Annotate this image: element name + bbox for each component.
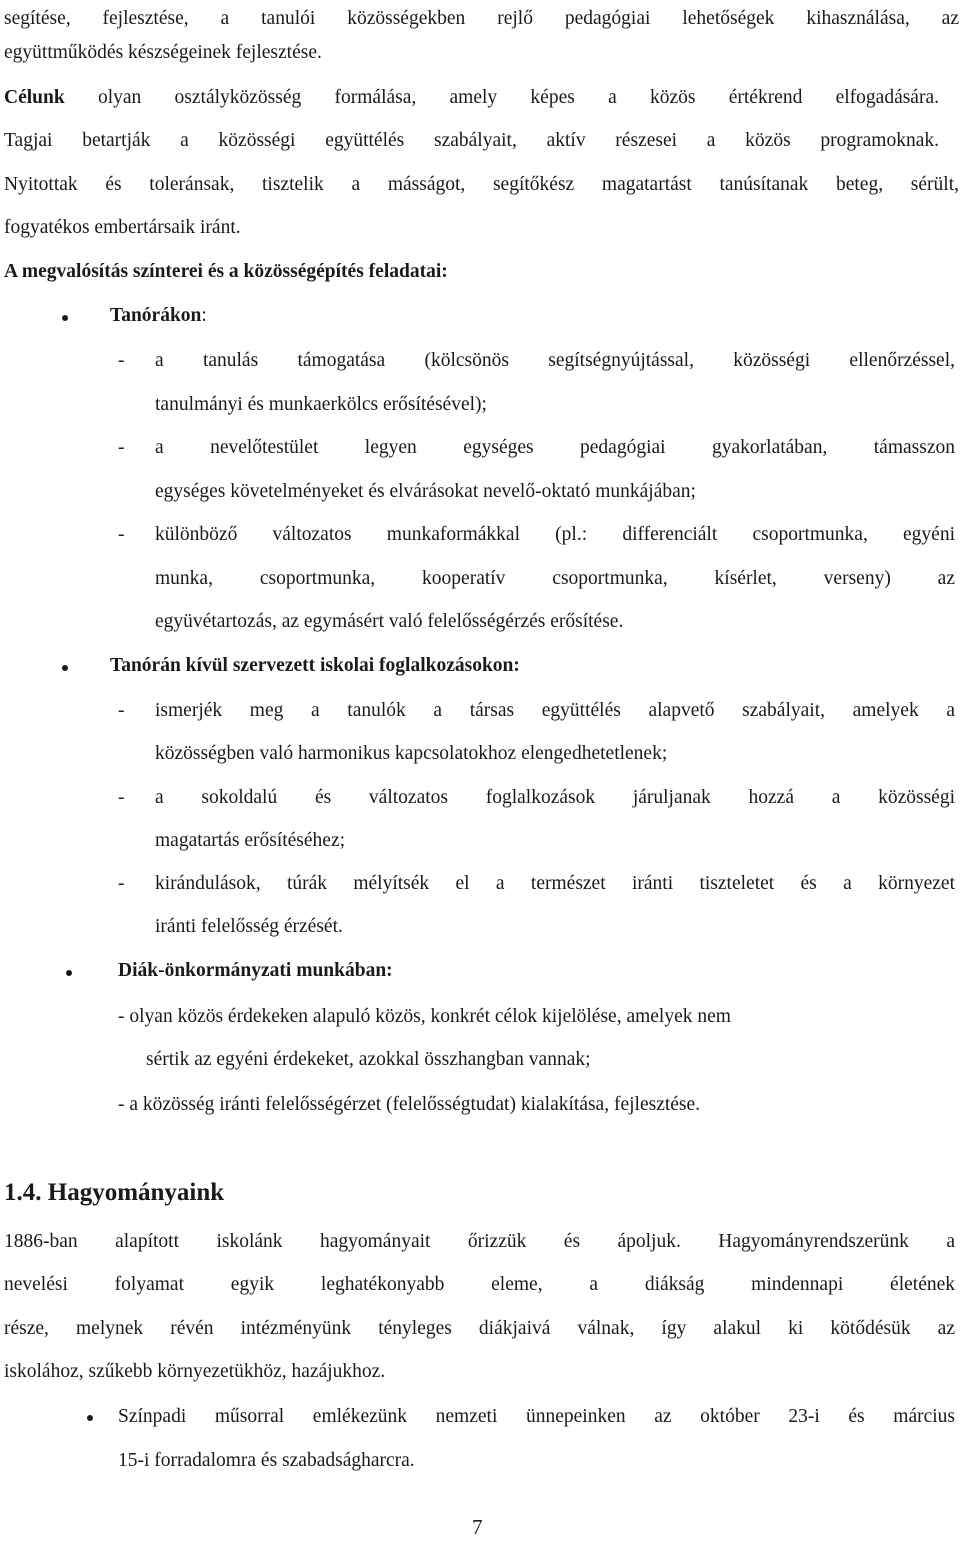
page-number: 7: [472, 1515, 483, 1539]
traditions-line-3: része, melynek révén intézményünk tényleges diákjaivá válnak, így alakul ki kötődésük az: [4, 1318, 955, 1339]
section-heading: A megvalósítás színterei és a közösségépítés feladatai:: [4, 261, 448, 282]
extracurricular-item-3-line-1: kirándulások, túrák mélyítsék el a természet iránti tiszteletet és a környezet: [155, 873, 955, 894]
lessons-item-3-line-2: munka, csoportmunka, kooperatív csoportmunka, kísérlet, verseny) az: [155, 568, 955, 589]
intro-goal-line: [4, 83, 939, 113]
lessons-item-2-line-2: egységes követelményeket és elvárásokat nevelő-oktató munkájában;: [155, 481, 696, 502]
intro-line-2: együttműködés készségeinek fejlesztése.: [4, 42, 322, 63]
bullet-icon: [66, 970, 72, 976]
traditions-bullet-line-1: Színpadi műsorral emlékezünk nemzeti ünnepeinken az október 23-i és március: [118, 1406, 955, 1427]
traditions-bullet-line-2: 15-i forradalomra és szabadságharcra.: [118, 1450, 415, 1471]
goal-rest: olyan osztályközösség formálása, amely képes a közös értékrend elfogadására.: [64, 87, 939, 108]
traditions-line-1: 1886-ban alapított iskolánk hagyományait őrizzük és ápoljuk. Hagyományrendszerünk a: [4, 1231, 955, 1252]
intro-line-5: Nyitottak és toleránsak, tisztelik a másságot, segítőkész magatartást tanúsítanak beteg, sérült,: [4, 174, 959, 195]
dash-marker: -: [118, 524, 125, 545]
dash-marker: -: [118, 700, 125, 721]
traditions-line-2: nevelési folyamat egyik leghatékonyabb eleme, a diákság mindennapi életének: [4, 1274, 955, 1295]
bullet-icon: [87, 1415, 93, 1421]
dash-marker: -: [118, 787, 125, 808]
lessons-item-1-line-2: tanulmányi és munkaerkölcs erősítésével);: [155, 394, 487, 415]
student-gov-item-2-line-1: - a közösség iránti felelősségérzet (felelősségtudat) kialakítása, fejlesztése.: [118, 1094, 701, 1115]
extracurricular-item-1-line-2: közösségben való harmonikus kapcsolatokhoz elengedhetetlenek;: [155, 743, 668, 764]
bullet-icon: [62, 315, 68, 321]
intro-line-6: fogyatékos embertársaik iránt.: [4, 217, 241, 238]
lessons-item-3-line-1: különböző változatos munkaformákkal (pl.: differenciált csoportmunka, egyéni: [155, 524, 955, 545]
dash-marker: -: [118, 873, 125, 894]
lessons-item-2-line-1: a nevelőtestület legyen egységes pedagógiai gyakorlatában, támasszon: [155, 437, 955, 458]
student-gov-title: Diák-önkormányzati munkában:: [118, 960, 393, 981]
dash-marker: -: [118, 350, 125, 371]
student-gov-item-1-line-2: sértik az egyéni érdekeket, azokkal összhangban vannak;: [146, 1049, 591, 1070]
intro-line-4: Tagjai betartják a közösségi együttélés szabályait, aktív részesei a közös programoknak.: [4, 130, 939, 151]
extracurricular-item-2-line-2: magatartás erősítéséhez;: [155, 830, 346, 851]
extracurricular-title: Tanórán kívül szervezett iskolai foglalkozásokon:: [110, 655, 520, 676]
lessons-title: Tanórákon:: [110, 305, 207, 326]
section-heading-traditions: 1.4. Hagyományaink: [4, 1179, 225, 1206]
extracurricular-item-1-line-1: ismerjék meg a tanulók a társas együttélés alapvető szabályait, amelyek a: [155, 700, 955, 721]
lessons-item-1-line-1: a tanulás támogatása (kölcsönös segítségnyújtással, közösségi ellenőrzéssel,: [155, 350, 955, 371]
lessons-item-3-line-3: együvétartozás, az egymásért való felelősségérzés erősítése.: [155, 611, 624, 632]
bullet-icon: [62, 665, 68, 671]
student-gov-item-1-line-1: - olyan közös érdekeken alapuló közös, konkrét célok kijelölése, amelyek nem: [118, 1006, 731, 1027]
dash-marker: -: [118, 437, 125, 458]
goal-bold: Célunk: [4, 87, 65, 108]
extracurricular-item-3-line-2: iránti felelősség érzését.: [155, 916, 343, 937]
traditions-line-4: iskolához, szűkebb környezetükhöz, hazájukhoz.: [4, 1361, 386, 1382]
extracurricular-item-2-line-1: a sokoldalú és változatos foglalkozások járuljanak hozzá a közösségi: [155, 787, 955, 808]
intro-line-1: segítése, fejlesztése, a tanulói közösségekben rejlő pedagógiai lehetőségek kihasználása, az: [4, 8, 959, 29]
